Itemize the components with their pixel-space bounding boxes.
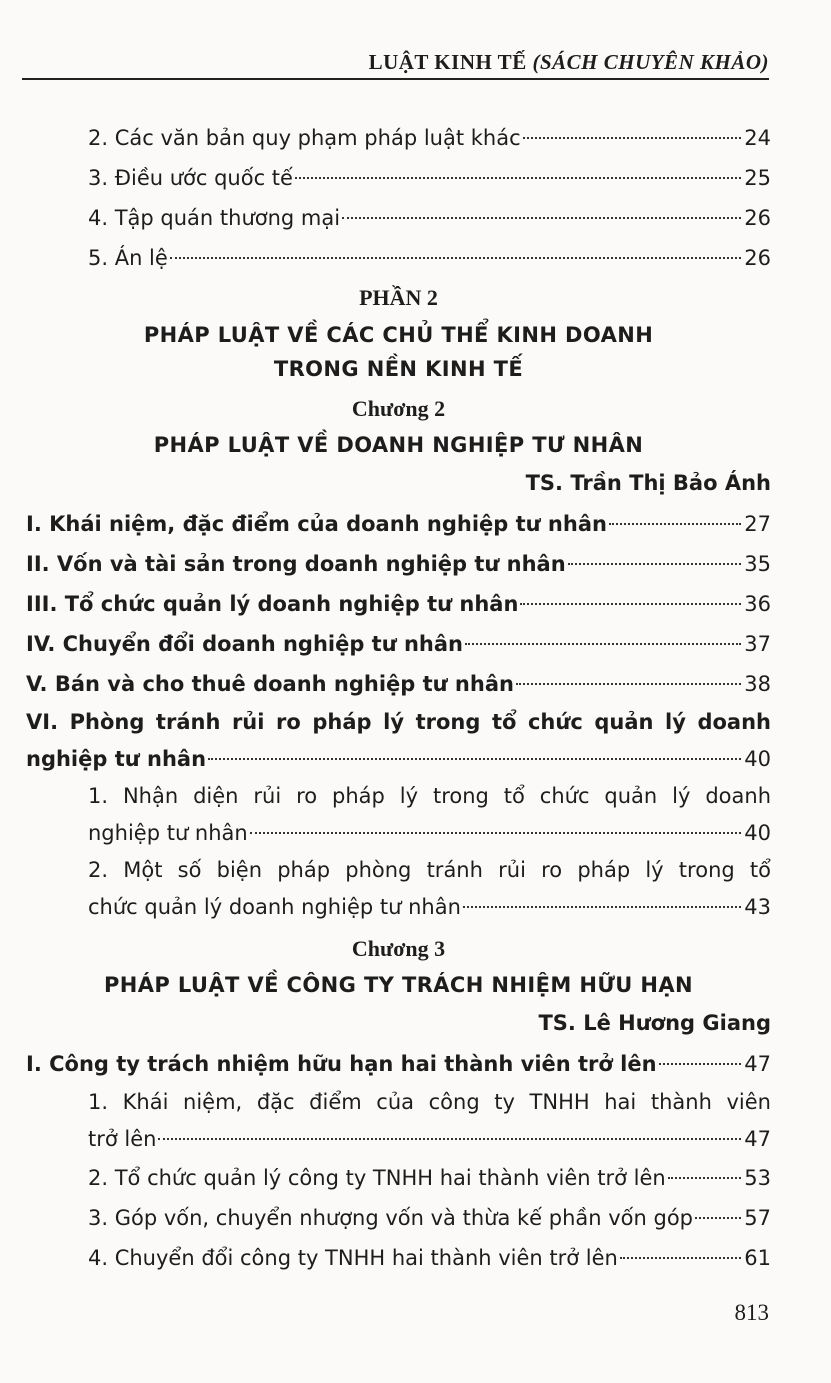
dot-leader xyxy=(463,906,741,908)
toc-entry[interactable] xyxy=(26,238,771,278)
toc-entry-label: 3. Góp vốn, chuyển nhượng vốn và thừa kế phần vốn góp xyxy=(88,1206,694,1230)
toc-entry-label: 3. Điều ước quốc tế xyxy=(88,166,293,190)
toc-section[interactable] xyxy=(26,584,771,624)
toc-section-label: III. Tổ chức quản lý doanh nghiệp tư nhân xyxy=(26,592,519,616)
toc-section-page: 47 xyxy=(744,1052,771,1076)
dot-leader xyxy=(609,522,741,525)
toc-entry[interactable] xyxy=(26,1198,771,1238)
toc-entry-label: 4. Tập quán thương mại xyxy=(88,206,341,230)
toc-entry-page: 26 xyxy=(744,246,771,270)
toc-entry[interactable] xyxy=(26,198,771,238)
toc-entry[interactable] xyxy=(26,118,771,158)
toc-entry-label-line-1: 1. Nhận diện rủi ro pháp lý trong tổ chức quản lý doanh xyxy=(88,784,771,808)
part-label: PHẦN 2 xyxy=(359,285,438,310)
toc-entry-page: 53 xyxy=(744,1166,771,1190)
toc-entry-page: 61 xyxy=(744,1246,771,1270)
toc-entry[interactable] xyxy=(26,1158,771,1198)
dot-leader xyxy=(250,832,742,834)
dot-leader xyxy=(295,176,741,179)
toc-entry-label-line-2: chức quản lý doanh nghiệp tư nhân xyxy=(88,895,461,919)
dot-leader xyxy=(208,758,741,760)
toc-entry-label: 5. Án lệ xyxy=(88,246,168,270)
dot-leader xyxy=(659,1062,742,1065)
toc-entry-page: 43 xyxy=(744,895,771,919)
toc-section-label: II. Vốn và tài sản trong doanh nghiệp tư nhân xyxy=(26,552,566,576)
toc-entry-label: 4. Chuyển đổi công ty TNHH hai thành viên trở lên xyxy=(88,1246,618,1270)
toc-entry-page: 40 xyxy=(744,821,771,845)
toc-entry-page: 25 xyxy=(744,166,771,190)
toc-entry-label-line-1: 1. Khái niệm, đặc điểm của công ty TNHH hai thành viên xyxy=(88,1090,771,1114)
toc-section-label-line-1: VI. Phòng tránh rủi ro pháp lý trong tổ chức quản lý doanh xyxy=(26,710,771,734)
toc-entry-multiline[interactable] xyxy=(26,778,771,852)
toc-section-page: 40 xyxy=(744,747,771,771)
toc-section-page: 35 xyxy=(744,552,771,576)
running-head xyxy=(369,50,769,75)
dot-leader xyxy=(695,1216,741,1219)
chapter-2-author: TS. Trần Thị Bảo Ánh xyxy=(525,471,771,495)
part-title-line-1: PHÁP LUẬT VỀ CÁC CHỦ THỂ KINH DOANH xyxy=(143,323,654,347)
toc-section[interactable] xyxy=(26,1044,771,1084)
toc-section-page: 37 xyxy=(744,632,771,656)
toc-entry[interactable] xyxy=(26,1238,771,1278)
page-number: 813 xyxy=(734,1300,769,1325)
toc-section[interactable] xyxy=(26,664,771,704)
toc-entry-page: 57 xyxy=(744,1206,771,1230)
toc-section[interactable] xyxy=(26,624,771,664)
toc-entry-page: 24 xyxy=(744,126,771,150)
toc-entry-label-line-1: 2. Một số biện pháp phòng tránh rủi ro pháp lý trong tổ xyxy=(88,858,771,882)
chapter-2-title: PHÁP LUẬT VỀ DOANH NGHIỆP TƯ NHÂN xyxy=(153,433,644,457)
toc-section-page: 36 xyxy=(744,592,771,616)
chapter-3-author: TS. Lê Hương Giang xyxy=(538,1011,771,1035)
toc-section-label: IV. Chuyển đổi doanh nghiệp tư nhân xyxy=(26,632,464,656)
part-title-line-2: TRONG NỀN KINH TẾ xyxy=(273,357,524,381)
dot-leader xyxy=(516,682,741,685)
toc-entry-page: 47 xyxy=(744,1127,771,1151)
toc-section-page: 38 xyxy=(744,672,771,696)
running-head-subtitle: (SÁCH CHUYÊN KHẢO) xyxy=(532,50,769,74)
toc-section-label: V. Bán và cho thuê doanh nghiệp tư nhân xyxy=(26,672,514,696)
toc-entry[interactable] xyxy=(26,158,771,198)
dot-leader xyxy=(170,256,741,259)
dot-leader xyxy=(620,1256,741,1259)
toc-section[interactable] xyxy=(26,544,771,584)
toc-entry-multiline[interactable] xyxy=(26,852,771,926)
toc-entry-label: 2. Tổ chức quản lý công ty TNHH hai thành viên trở lên xyxy=(88,1166,666,1190)
dot-leader xyxy=(520,602,741,605)
toc-entry-label-line-2: nghiệp tư nhân xyxy=(88,821,248,845)
chapter-3-title: PHÁP LUẬT VỀ CÔNG TY TRÁCH NHIỆM HỮU HẠN xyxy=(103,973,694,997)
chapter-3-label: Chương 3 xyxy=(351,936,446,961)
table-of-contents xyxy=(26,118,771,1278)
toc-entry-label-line-2: trở lên xyxy=(88,1127,157,1151)
toc-entry-multiline[interactable] xyxy=(26,1084,771,1158)
toc-section[interactable] xyxy=(26,504,771,544)
dot-leader xyxy=(342,216,741,219)
dot-leader xyxy=(465,642,741,645)
toc-section-label: I. Công ty trách nhiệm hữu hạn hai thành viên trở lên xyxy=(26,1052,657,1076)
dot-leader xyxy=(523,136,742,139)
dot-leader xyxy=(158,1138,741,1140)
toc-entry-label: 2. Các văn bản quy phạm pháp luật khác xyxy=(88,126,521,150)
toc-section-label: I. Khái niệm, đặc điểm của doanh nghiệp tư nhân xyxy=(26,512,607,536)
header-rule xyxy=(22,78,769,80)
toc-section-multiline[interactable] xyxy=(26,704,771,778)
dot-leader xyxy=(668,1176,742,1179)
toc-section-page: 27 xyxy=(744,512,771,536)
toc-section-label-line-2: nghiệp tư nhân xyxy=(26,747,207,771)
dot-leader xyxy=(568,562,742,565)
toc-entry-page: 26 xyxy=(744,206,771,230)
chapter-2-label: Chương 2 xyxy=(351,396,446,421)
running-head-title: LUẬT KINH TẾ xyxy=(368,50,527,74)
